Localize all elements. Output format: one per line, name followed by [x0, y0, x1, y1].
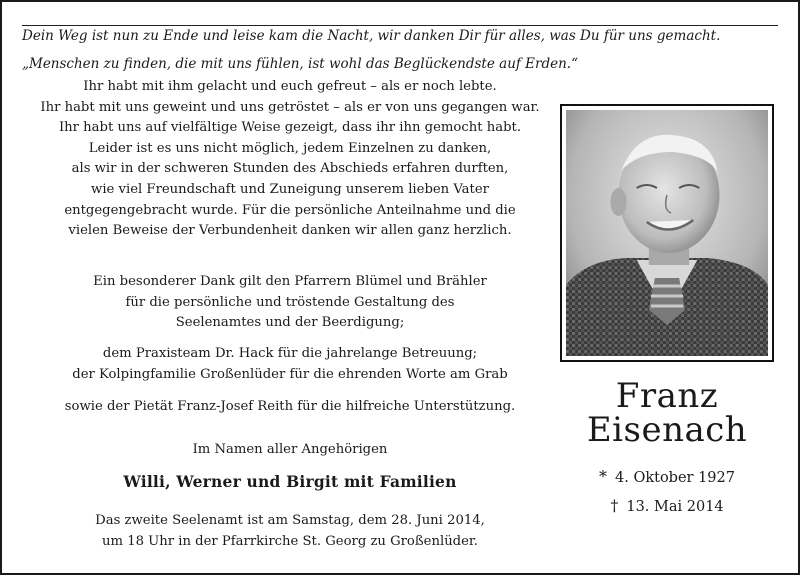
first-name: Franz: [615, 376, 719, 416]
birth-star-icon: *: [599, 467, 607, 486]
thanks-line: Ein besonderer Dank gilt den Pfarrern Blümel und Brähler: [93, 274, 487, 289]
thanks-line: dem Praxisteam Dr. Hack für die jahrelange Betreuung;: [102, 346, 478, 361]
thanks-line: wie viel Freundschaft und Zuneigung unserem lieben Vater: [91, 181, 489, 197]
last-name: Eisenach: [586, 410, 748, 450]
thanks-line: als wir in der schweren Stunden des Abschieds erfahren durften,: [71, 161, 509, 177]
portrait-illustration: [566, 110, 768, 356]
mass-line-2: um 18 Uhr in der Pfarrkirche St. Georg zu Großenlüder.: [102, 534, 478, 549]
thanks-line: sowie der Pietät Franz-Josef Reith für die hilfreiche Unterstützung.: [64, 399, 516, 414]
thanks-line: Ihr habt uns auf vielfältige Weise gezeigt, dass ihr ihn gemocht habt.: [58, 120, 522, 136]
thanks-block-3: [20, 344, 560, 385]
portrait-frame: [560, 104, 774, 362]
thanks-line: Seelenamtes und der Beerdigung;: [175, 315, 405, 331]
signature-names: Willi, Werner und Birgit mit Familien: [123, 472, 457, 491]
quote-line-1: Dein Weg ist nun zu Ende und leise kam die Nacht, wir danken Dir für alles, was Du für uns gemacht.: [22, 28, 721, 44]
quote-line-2: „Menschen zu finden, die mit uns fühlen, ist wohl das Beglückendste auf Erden.“: [22, 56, 578, 72]
thanks-line: entgegengebracht wurde. Für die persönliche Anteilnahme und die: [64, 202, 516, 218]
birth-date-value: 4. Oktober 1927: [615, 470, 735, 486]
signature-intro: Im Namen aller Angehörigen: [192, 442, 388, 457]
portrait-photo: [566, 110, 768, 356]
mass-announcement: [20, 510, 560, 552]
thanks-line: Ihr habt mit ihm gelacht und euch gefreut – als er noch lebte.: [83, 79, 497, 94]
death-cross-icon: †: [610, 496, 619, 515]
thanks-block-1: [20, 77, 560, 242]
thanks-block-2: [20, 272, 560, 334]
thanks-block-4: [20, 397, 560, 418]
death-date-value: 13. Mai 2014: [626, 499, 724, 515]
thanks-line: Leider ist es uns nicht möglich, jedem Einzelnen zu danken,: [88, 140, 492, 156]
thanks-line: für die persönliche und tröstende Gestaltung des: [125, 294, 455, 310]
thanks-line: vielen Beweise der Verbundenheit danken wir allen ganz herzlich.: [68, 223, 512, 239]
mass-line-1: Das zweite Seelenamt ist am Samstag, dem 28. Juni 2014,: [95, 513, 485, 528]
birth-date: [560, 467, 774, 486]
thanks-line: der Kolpingfamilie Großenlüder für die ehrenden Worte am Grab: [72, 366, 508, 382]
thanks-line: Ihr habt mit uns geweint und uns getröstet – als er von uns gegangen war.: [40, 99, 540, 115]
death-date: [560, 496, 774, 515]
